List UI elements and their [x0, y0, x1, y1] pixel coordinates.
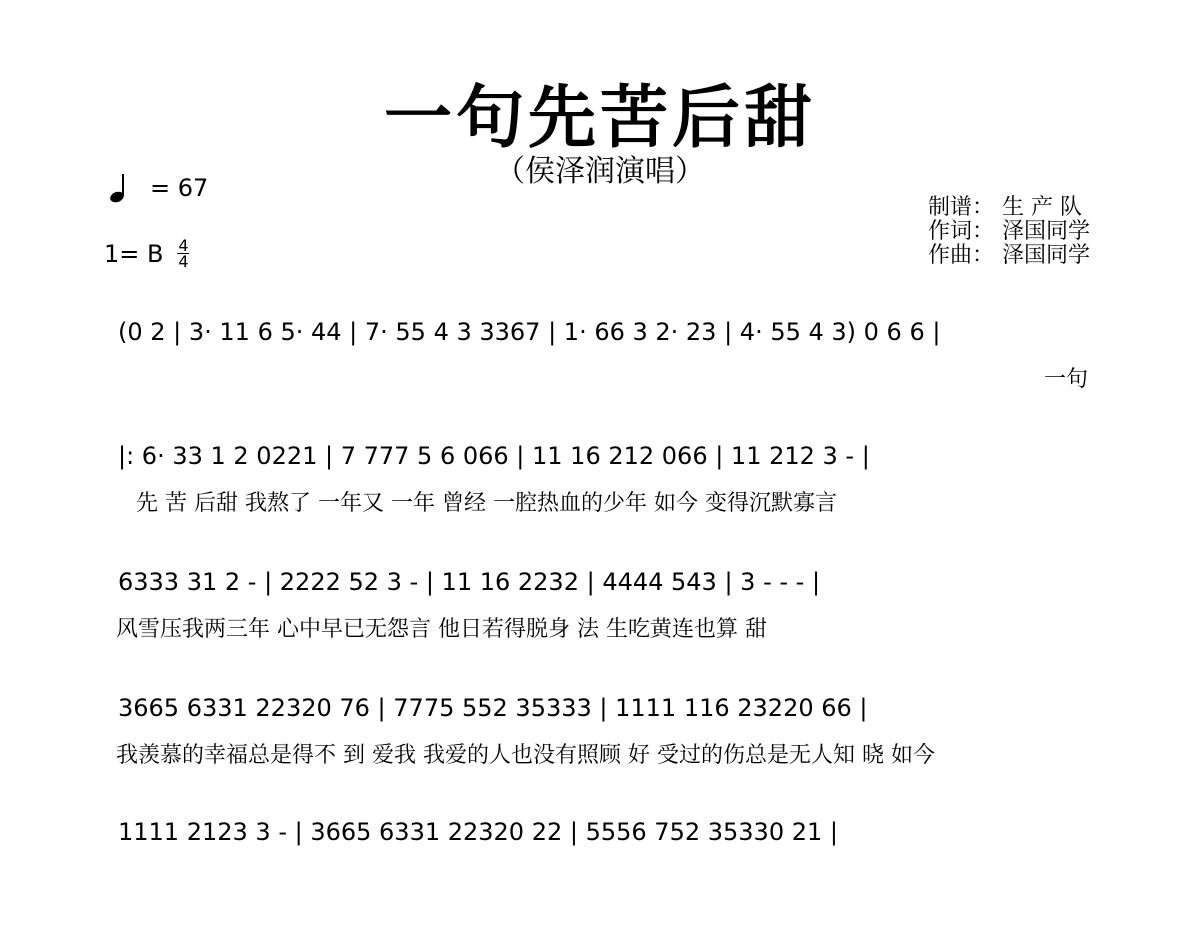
- score-system-4: [0, 692, 1200, 822]
- credit-composer: 作曲： 泽国同学: [928, 243, 1091, 268]
- lyric-line: 先 苦 后甜 我熬了 一年又 一年 曾经 一腔热血的少年 如今 变得沉默寡言: [136, 491, 837, 516]
- lyric-line: 风雪压我两三年 心中早已无怨言 他日若得脱身 法 生吃黄连也算 甜: [116, 617, 767, 642]
- score-system-5: [0, 816, 1200, 946]
- time-sig-top: 4: [178, 236, 189, 255]
- key-signature: [104, 238, 189, 269]
- notation-line: 3665 6331 22320 76 | 7775 552 35333 | 1111 116 23220 66 |: [118, 694, 868, 722]
- score-system-1: [0, 310, 1200, 440]
- credits: [928, 196, 1090, 268]
- song-subtitle: （侯泽润演唱）: [495, 154, 705, 189]
- time-signature: [177, 238, 189, 269]
- quarter-note-icon: [108, 172, 138, 204]
- tempo-value: = 67: [150, 174, 209, 202]
- key-text: 1= B: [104, 239, 164, 268]
- time-sig-bottom: 4: [178, 252, 189, 271]
- notation-line: |: 6· 33 1 2 0221 | 7 777 5 6 066 | 11 16 212 066 | 11 212 3 - |: [118, 442, 870, 470]
- score-system-3: [0, 566, 1200, 696]
- notation-line: (0 2 | 3· 11 6 5· 44 | 7· 55 4 3 3367 | 1· 66 3 2· 23 | 4· 55 4 3) 0 6 6 |: [118, 318, 941, 346]
- lyric-line: 我羡慕的幸福总是得不 到 爱我 我爱的人也没有照顾 好 受过的伤总是无人知 晓 如今: [116, 743, 935, 768]
- credit-arranger: 制谱： 生 产 队: [928, 195, 1082, 220]
- credit-lyricist: 作词： 泽国同学: [928, 219, 1091, 244]
- score-system-2: [0, 440, 1200, 570]
- notation-line: 1111 2123 3 - | 3665 6331 22320 22 | 5556 752 35330 21 |: [118, 818, 838, 846]
- song-title: 一句先苦后甜: [383, 79, 816, 158]
- tempo-marking: [108, 172, 208, 204]
- notation-line: 6333 31 2 - | 2222 52 3 - | 11 16 2232 | 4444 543 | 3 - - - |: [118, 568, 821, 596]
- pickup-lyric: 一句: [1044, 367, 1089, 392]
